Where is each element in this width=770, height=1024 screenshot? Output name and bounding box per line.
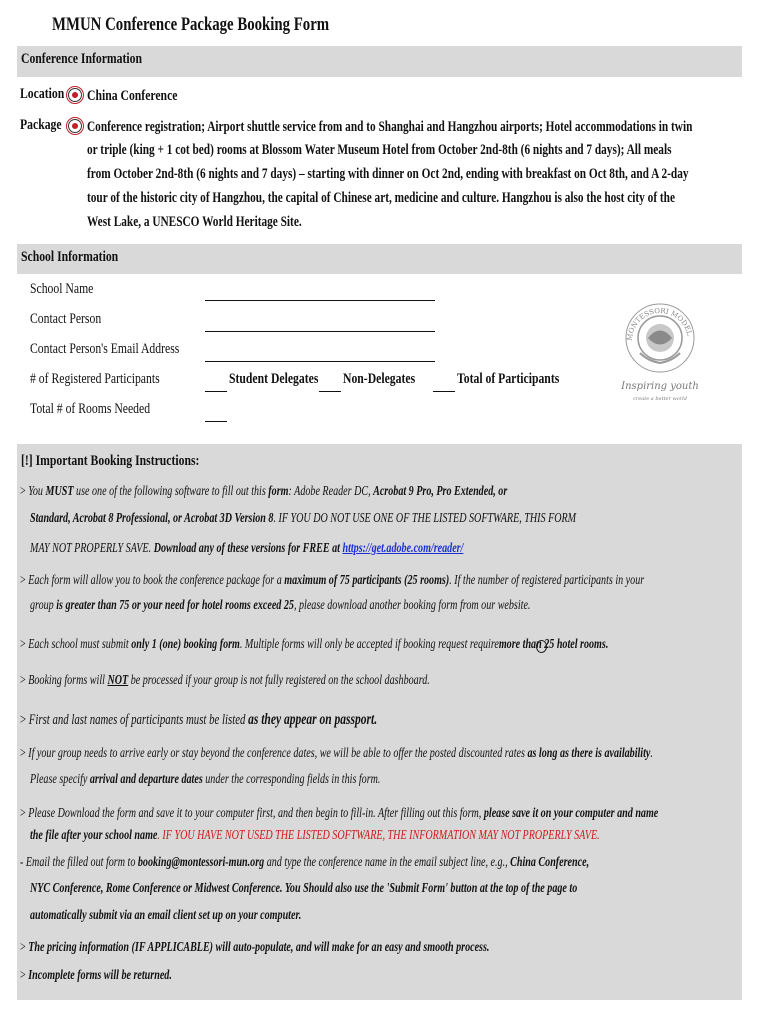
instruction-incomplete: > Incomplete forms will be returned. [20, 968, 172, 983]
participants-label: # of Registered Participants [30, 371, 160, 387]
instruction-dates: > If your group needs to arrive early or stay beyond the conference dates, we will be able to offer the posted discounted rates as long as there is availability. [20, 746, 653, 761]
instruction-save-file: > Please Download the form and save it to your computer first, and then begin to fill-in. After filling out this form, please save it on your computer and name [20, 806, 659, 821]
school-info-header [17, 244, 742, 274]
rooms-field[interactable] [205, 421, 227, 422]
adobe-reader-link[interactable]: https://get.adobe.com/reader/ [342, 541, 464, 556]
seal-ring-text: MONTESSORI MODEL [625, 306, 694, 342]
form-title: MMUN Conference Package Booking Form [52, 14, 330, 35]
instruction-one-form: > Each school must submit only 1 (one) booking form. Multiple forms will only be accepted if booking request requiremore than 25 hotel rooms. [20, 637, 609, 652]
conference-info-title: Conference Information [21, 51, 142, 67]
contact-email-label: Contact Person's Email Address [30, 341, 180, 357]
instruction-save-file-cont: the file after your school name. IF YOU HAVE NOT USED THE LISTED SOFTWARE, THE INFORMATION MAY NOT PROPERLY SAVE. [30, 828, 600, 843]
package-description-line: West Lake, a UNESCO World Heritage Site. [87, 214, 302, 230]
location-value: China Conference [87, 88, 178, 104]
package-description-line: from October 2nd-8th (6 nights and 7 days) – starting with dinner on Oct 2nd, ending with breakfast on Oct 8th, and A 2-day [87, 166, 689, 182]
contact-person-label: Contact Person [30, 311, 102, 327]
instruction-passport-names: > First and last names of participants must be listed as they appear on passport. [20, 711, 378, 728]
seal-subcaption: create a better world [633, 396, 687, 402]
non-delegates-field[interactable] [319, 391, 341, 392]
instruction-registration: > Booking forms will NOT be processed if your group is not fully registered on the school dashboard. [20, 673, 430, 688]
instructions-header: [!] Important Booking Instructions: [21, 453, 200, 469]
contact-email-field[interactable] [205, 361, 435, 362]
student-delegates-field[interactable] [205, 391, 227, 392]
instruction-software: > You MUST use one of the following software to fill out this form: Adobe Reader DC, Acrobat 9 Pro, Pro Extended, or [20, 484, 508, 499]
seal-caption: Inspiring youth [621, 381, 699, 392]
contact-person-field[interactable] [205, 331, 435, 332]
conference-info-header [17, 46, 742, 77]
instruction-email: - Email the filled out form to booking@montessori-mun.org and type the conference name in the email subject line, e.g., China Conference, [20, 855, 590, 870]
student-delegates-label: Student Delegates [229, 371, 319, 387]
location-label: Location [20, 86, 65, 102]
school-info-title: School Information [21, 249, 119, 265]
cursor-circle [536, 640, 547, 653]
school-name-field[interactable] [205, 300, 435, 301]
school-name-label: School Name [30, 281, 94, 297]
instruction-email-cont: NYC Conference, Rome Conference or Midwest Conference. You Should also use the 'Submit Form' button at the top of the page to [30, 881, 578, 896]
package-description-line: or triple (king + 1 cot bed) rooms at Blossom Water Museum Hotel from October 2nd-8th (6 nights and 7 days); All meals [87, 142, 672, 158]
total-participants-field[interactable] [433, 391, 455, 392]
instruction-pricing: > The pricing information (IF APPLICABLE) will auto-populate, and will make for an easy and smooth process. [20, 940, 490, 955]
instruction-max-participants-cont: group is greater than 75 or your need for hotel rooms exceed 25, please download another booking form from our website. [30, 598, 531, 613]
location-radio[interactable] [68, 88, 82, 102]
package-description-line: tour of the historic city of Hangzhou, the capital of Chinese art, medicine and culture. Hangzhou is also the host city of the [87, 190, 675, 206]
mmun-seal-logo [620, 293, 700, 413]
instruction-software-download: MAY NOT PROPERLY SAVE. Download any of these versions for FREE at https://get.adobe.com/reader/ [30, 541, 464, 556]
rooms-label: Total # of Rooms Needed [30, 401, 151, 417]
instruction-dates-cont: Please specify arrival and departure dates under the corresponding fields in this form. [30, 772, 381, 787]
instruction-software-cont: Standard, Acrobat 8 Professional, or Acrobat 3D Version 8. IF YOU DO NOT USE ONE OF THE LISTED SOFTWARE, THIS FORM [30, 511, 577, 526]
instruction-email-cont2: automatically submit via an email client set up on your computer. [30, 908, 302, 923]
package-description-line: Conference registration; Airport shuttle service from and to Shanghai and Hangzhou airports; Hotel accommodations in twin [87, 119, 693, 135]
package-radio[interactable] [68, 119, 82, 133]
instruction-max-participants: > Each form will allow you to book the conference package for a maximum of 75 participants (25 rooms). If the number of registered participants in your [20, 573, 645, 588]
non-delegates-label: Non-Delegates [343, 371, 416, 387]
total-participants-label: Total of Participants [457, 371, 560, 387]
package-label: Package [20, 117, 62, 133]
seal-emblem-icon [620, 293, 700, 413]
